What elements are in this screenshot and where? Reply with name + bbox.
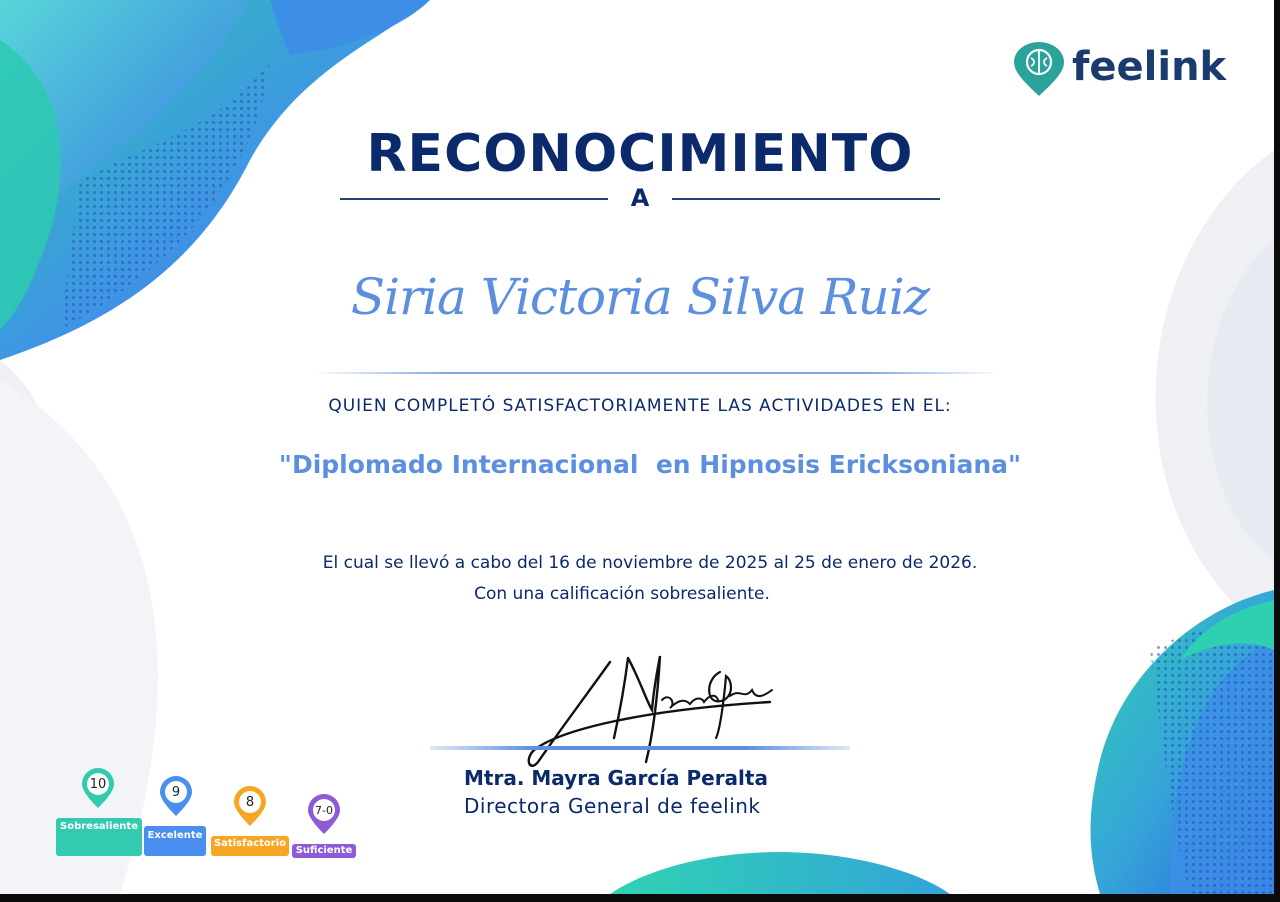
recipient-name: Siria Victoria Silva Ruiz: [350, 268, 930, 326]
grade-9-value: 9: [171, 785, 181, 800]
intro-text: QUIEN COMPLETÓ SATISFACTORIAMENTE LAS ACTIVIDADES EN EL:: [328, 396, 952, 416]
grade-scale-legend: [54, 766, 364, 866]
grade-10-value: 10: [89, 777, 107, 792]
grade-8-value: 8: [245, 795, 255, 810]
signer-role: Directora General de feelink: [464, 794, 761, 818]
right-edge-border: [1274, 0, 1280, 894]
grade-8-label: Satisfactorio: [211, 836, 289, 856]
title-to: A: [630, 184, 650, 212]
grade-7-0-value: 7-0: [315, 804, 333, 817]
brain-pin-icon: [1012, 42, 1066, 98]
grade-9-label: Excelente: [144, 826, 206, 856]
signature-rule: [430, 746, 850, 750]
handwritten-signature: [520, 650, 790, 770]
recipient-rule: [312, 372, 1002, 374]
grade-7-0-label: Suficiente: [292, 844, 356, 858]
bottom-edge-border: [0, 894, 1280, 902]
brand-name: feelink: [1072, 44, 1227, 90]
grade-text: Con una calificación sobresaliente.: [474, 584, 770, 604]
certificate-title: RECONOCIMIENTO: [366, 124, 914, 184]
dates-text: El cual se llevó a cabo del 16 de noviembre de 2025 al 25 de enero de 2026.: [322, 553, 978, 573]
feelink-logo: [1012, 42, 1232, 102]
grade-10-label: Sobresaliente: [56, 818, 142, 856]
signer-name: Mtra. Mayra García Peralta: [464, 766, 768, 790]
course-name: "Diplomado Internacional en Hipnosis Ericksoniana": [278, 450, 1022, 479]
